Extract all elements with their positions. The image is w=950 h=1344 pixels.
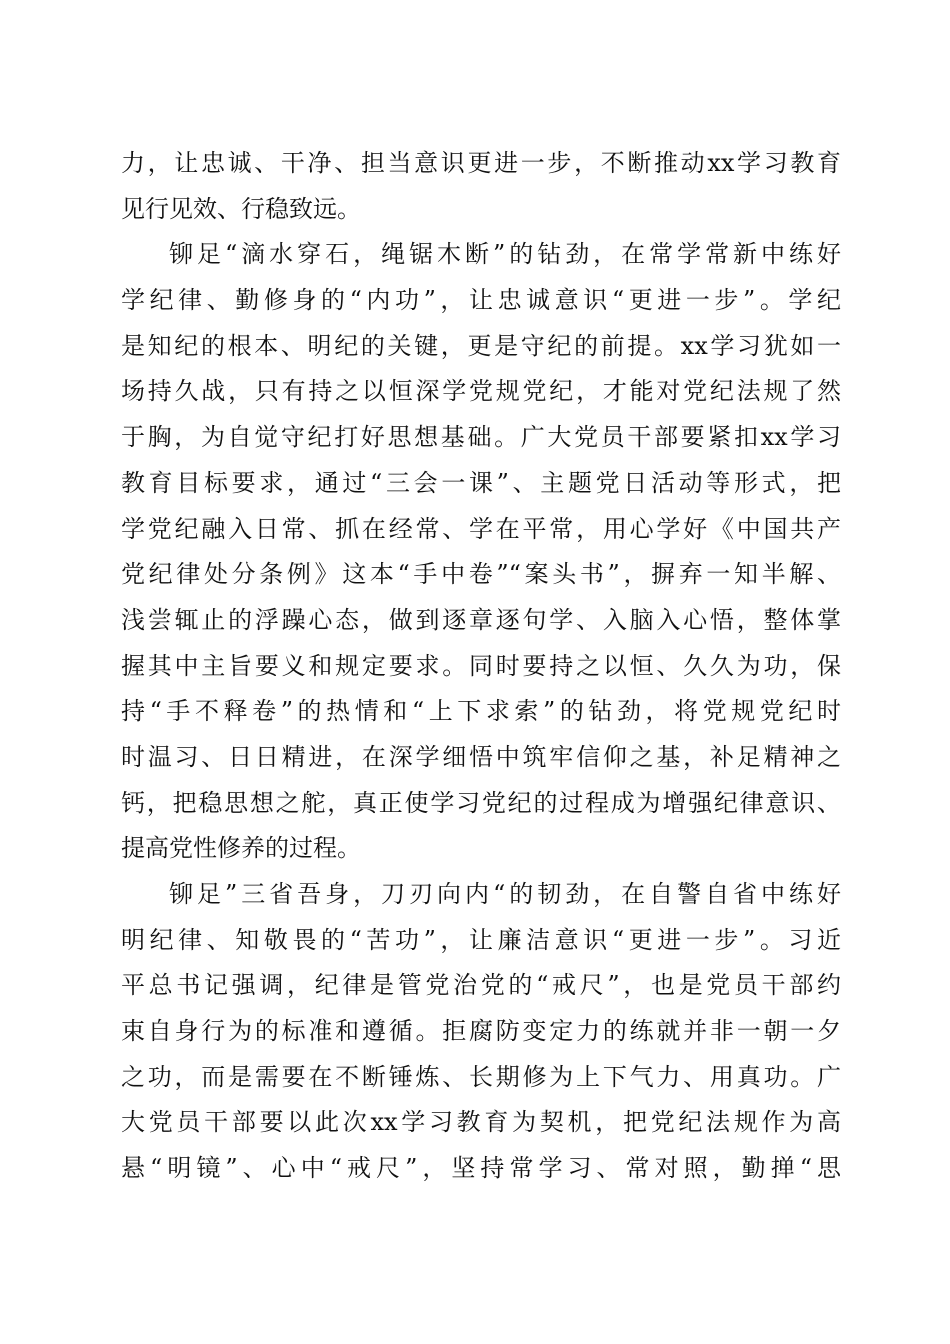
text-line: 悬“明镜”、心中“戒尺”，坚持常学习、常对照，勤掸“思 [121, 1154, 841, 1183]
text-line: 是知纪的根本、明纪的关键，更是守纪的前提。xx学习犹如一 [121, 331, 841, 360]
text-line: 平总书记强调，纪律是管党治党的“戒尺”，也是党员干部约 [121, 971, 841, 1000]
text-line: 学纪律、勤修身的“内功”，让忠诚意识“更进一步”。学纪 [121, 286, 841, 315]
text-line: 于胸，为自觉守纪打好思想基础。广大党员干部要紧扣xx学习 [121, 423, 841, 452]
body-text [121, 141, 841, 1192]
text-line: 握其中主旨要义和规定要求。同时要持之以恒、久久为功，保 [121, 651, 841, 680]
text-line: 束自身行为的标准和遵循。拒腐防变定力的练就并非一朝一夕 [121, 1017, 841, 1046]
text-line: 明纪律、知敬畏的“苦功”，让廉洁意识“更进一步”。习近 [121, 925, 841, 954]
text-line: 铆足“滴水穿石，绳锯木断”的钻劲，在常学常新中练好 [169, 240, 841, 269]
text-line: 力，让忠诚、干净、担当意识更进一步，不断推动xx学习教育 [121, 149, 841, 177]
text-line: 时温习、日日精进，在深学细悟中筑牢信仰之基，补足精神之 [121, 742, 841, 771]
text-line: 场持久战，只有持之以恒深学党规党纪，才能对党纪法规了然 [121, 377, 841, 406]
text-line: 浅尝辄止的浮躁心态，做到逐章逐句学、入脑入心悟，整体掌 [121, 605, 841, 634]
text-line: 铆足”三省吾身，刀刃向内“的韧劲，在自警自省中练好 [169, 880, 841, 908]
text-line: 大党员干部要以此次xx学习教育为契机，把党纪法规作为高 [121, 1108, 841, 1137]
text-line: 见行见效、行稳致远。 [121, 194, 361, 223]
text-line: 持“手不释卷”的热情和“上下求索”的钻劲，将党规党纪时 [121, 697, 841, 726]
text-line: 党纪律处分条例》这本“手中卷”“案头书”，摒弃一知半解、 [121, 560, 841, 589]
text-line: 之功，而是需要在不断锤炼、长期修为上下气力、用真功。广 [121, 1062, 841, 1091]
text-line: 教育目标要求，通过“三会一课”、主题党日活动等形式，把 [121, 468, 841, 497]
text-line: 提高党性修养的过程。 [121, 834, 361, 863]
text-line: 钙，把稳思想之舵，真正使学习党纪的过程成为增强纪律意识、 [121, 788, 841, 817]
text-line: 学党纪融入日常、抓在经常、学在平常，用心学好《中国共产 [121, 514, 841, 543]
